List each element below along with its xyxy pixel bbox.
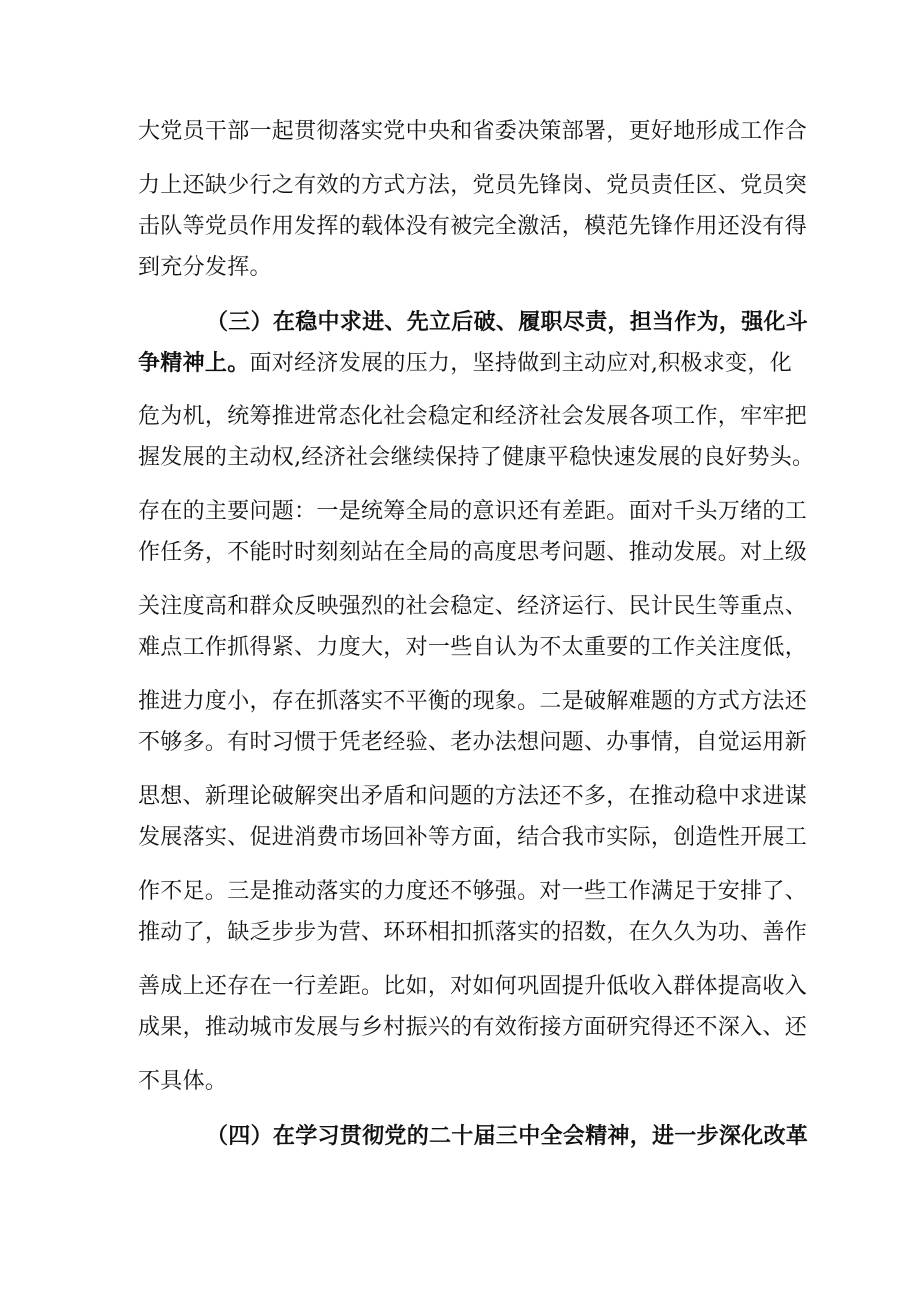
text-line: 成果，推动城市发展与乡村振兴的有效衔接方面研究得还不深入、还 xyxy=(138,1015,808,1040)
text-line: 到充分发挥。 xyxy=(138,255,272,280)
text-line: 击队等党员作用发挥的载体没有被完全激活，模范先锋作用还没有得 xyxy=(138,214,808,239)
section-heading-three: （三）在稳中求进、先立后破、履职尽责，担当作为，强化斗 xyxy=(206,309,809,335)
section-heading-three-end: 争精神上。 xyxy=(138,350,250,376)
text-line: 不够多。有时习惯于凭老经验、老办法想问题、办事情，自觉运用新 xyxy=(138,730,808,755)
text-line: 作不足。三是推动落实的力度还不够强。对一些工作满足于安排了、 xyxy=(138,879,808,904)
text-line: 大党员干部一起贯彻落实党中央和省委决策部署，更好地形成工作合 xyxy=(138,119,808,144)
text-line: 关注度高和群众反映强烈的社会稳定、经济运行、民计民生等重点、 xyxy=(138,594,808,619)
text-line: 难点工作抓得紧、力度大，对一些自认为不太重要的工作关注度低， xyxy=(138,635,808,660)
text-line: 推进力度小，存在抓落实不平衡的现象。二是破解难题的方式方法还 xyxy=(138,689,808,714)
text-line: 推动了，缺乏步步为营、环环相扣抓落实的招数，在久久为功、善作 xyxy=(138,920,808,945)
text-line: 思想、新理论破解突出矛盾和问题的方法还不多，在推动稳中求进谋 xyxy=(138,784,808,809)
text-line: 善成上还存在一行差距。比如，对如何巩固提升低收入群体提高收入 xyxy=(138,974,808,999)
text-line: 不具体。 xyxy=(138,1069,228,1094)
section-heading-four: （四）在学习贯彻党的二十届三中全会精神，进一步深化改革 xyxy=(206,1123,809,1149)
text-line-mixed xyxy=(138,348,793,379)
text-line: 作任务，不能时时刻刻站在全局的高度思考问题、推动发展。对上级 xyxy=(138,540,808,565)
text-line: 力上还缺少行之有效的方式方法，党员先锋岗、党员责任区、党员突 xyxy=(138,173,808,198)
text-line: 存在的主要问题：一是统筹全局的意识还有差距。面对千头万绪的工 xyxy=(138,499,808,524)
text-span: 面对经济发展的压力，坚持做到主动应对,积极求变，化 xyxy=(249,351,793,376)
text-line: 发展落实、促进消费市场回补等方面，结合我市实际，创造性开展工 xyxy=(138,825,808,850)
text-line: 握发展的主动权,经济社会继续保持了健康平稳快速发展的良好势头。 xyxy=(138,445,815,470)
text-line: 危为机，统筹推进常态化社会稳定和经济社会发展各项工作，牢牢把 xyxy=(138,404,808,429)
